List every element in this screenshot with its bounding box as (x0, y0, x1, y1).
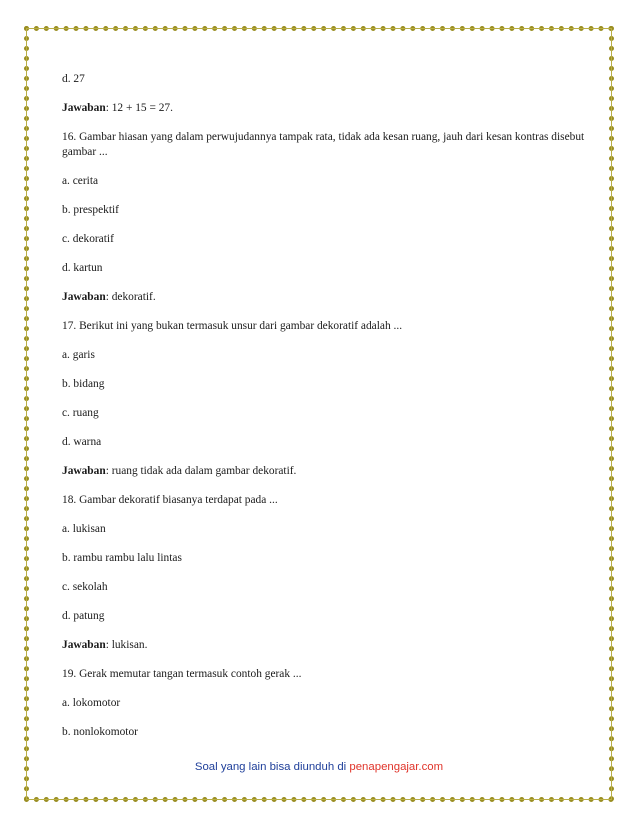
question-line (62, 406, 602, 421)
footer-text: Soal yang lain bisa diunduh di (194, 761, 350, 773)
question-line (62, 72, 602, 87)
line-text: d. warna (62, 436, 102, 448)
question-line (62, 130, 602, 160)
line-text: b. nonlokomotor (62, 726, 138, 738)
answer-label: Jawaban (62, 465, 106, 477)
question-line (62, 261, 602, 276)
question-line (62, 551, 602, 566)
line-text: : 12 + 15 = 27. (105, 102, 173, 114)
line-text: d. 27 (62, 73, 85, 85)
line-text: 19. Gerak memutar tangan termasuk contoh gerak ... (62, 668, 302, 680)
question-line (62, 696, 602, 711)
line-text: 17. Berikut ini yang bukan termasuk unsur dari gambar dekoratif adalah ... (62, 320, 403, 332)
answer-label: Jawaban (62, 291, 106, 303)
footer (0, 761, 638, 773)
question-line (62, 522, 602, 537)
line-text: b. bidang (62, 378, 105, 390)
question-line (62, 203, 602, 218)
question-line (62, 377, 602, 392)
question-line (62, 348, 602, 363)
answer-line (62, 101, 602, 116)
footer-site-link[interactable]: penapengajar.com (349, 761, 444, 773)
answer-line (62, 638, 602, 653)
line-text: c. dekoratif (62, 233, 114, 245)
question-line (62, 319, 602, 334)
question-line (62, 232, 602, 247)
line-text: c. sekolah (62, 581, 108, 593)
question-line (62, 493, 602, 508)
question-line (62, 609, 602, 624)
answer-label: Jawaban (62, 102, 106, 114)
line-text: b. prespektif (62, 204, 119, 216)
line-text: : lukisan. (105, 639, 148, 651)
answer-line (62, 464, 602, 479)
line-text: c. ruang (62, 407, 99, 419)
document-body (62, 72, 602, 754)
line-text: : dekoratif. (105, 291, 156, 303)
line-text: d. kartun (62, 262, 103, 274)
question-line (62, 725, 602, 740)
line-text: 16. Gambar hiasan yang dalam perwujudannya tampak rata, tidak ada kesan ruang, jauh dari kesan kontras disebut gambar ... (62, 131, 585, 158)
question-line (62, 667, 602, 682)
answer-label: Jawaban (62, 639, 106, 651)
line-text: a. garis (62, 349, 95, 361)
line-text: d. patung (62, 610, 105, 622)
line-text: a. lukisan (62, 523, 106, 535)
question-line (62, 174, 602, 189)
line-text: a. cerita (62, 175, 99, 187)
answer-line (62, 290, 602, 305)
line-text: b. rambu rambu lalu lintas (62, 552, 182, 564)
question-line (62, 580, 602, 595)
question-line (62, 435, 602, 450)
line-text: 18. Gambar dekoratif biasanya terdapat pada ... (62, 494, 278, 506)
line-text: a. lokomotor (62, 697, 121, 709)
line-text: : ruang tidak ada dalam gambar dekoratif. (105, 465, 297, 477)
